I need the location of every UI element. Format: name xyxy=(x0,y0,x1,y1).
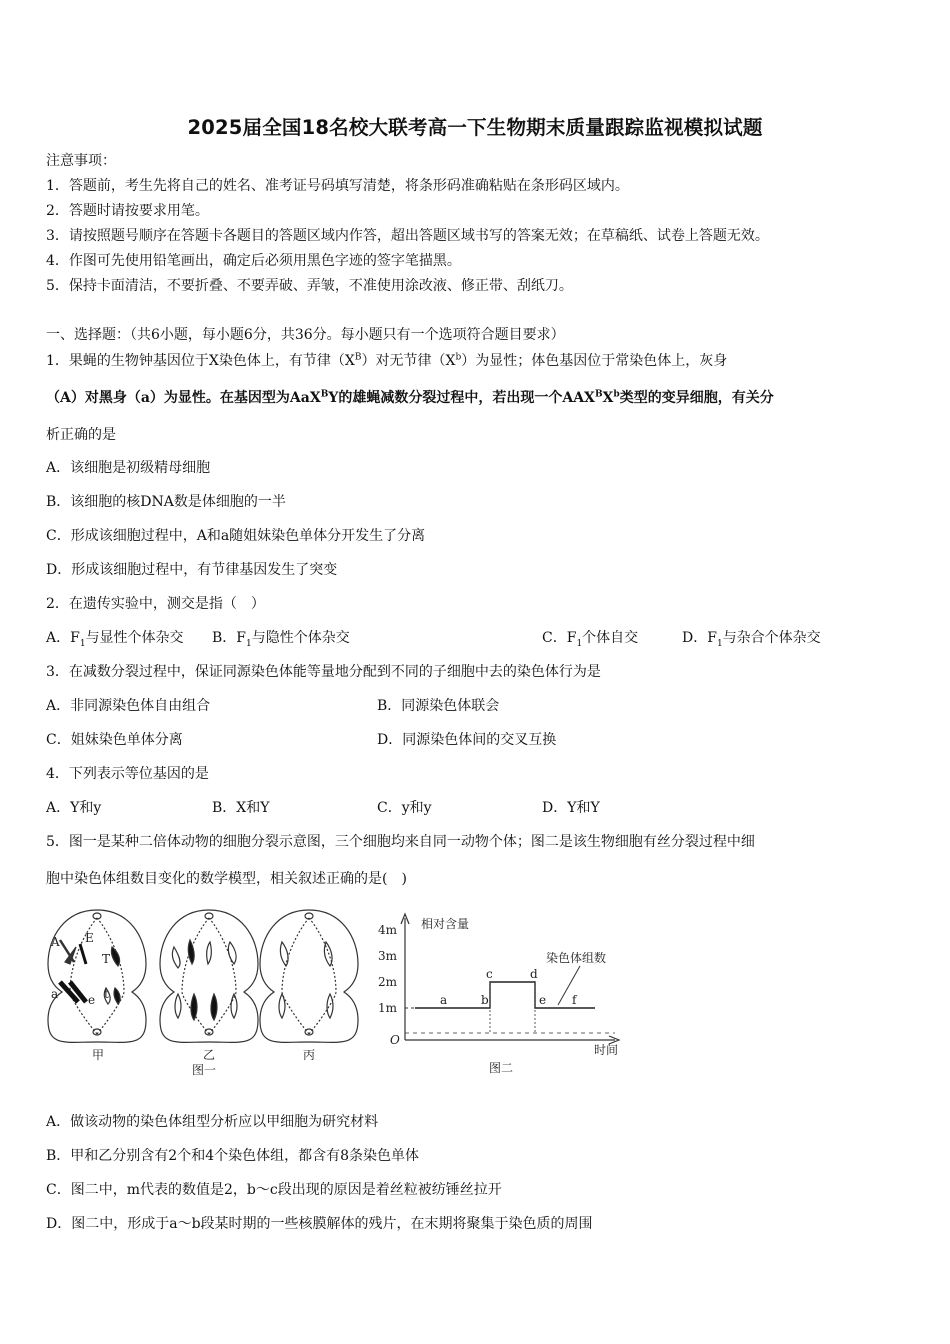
q3-stem xyxy=(46,662,601,682)
opt-text: C．F xyxy=(542,630,577,646)
mark-t: t xyxy=(104,987,109,1001)
point-d: d xyxy=(530,967,538,981)
q1-text: 类型的变异细胞，有关分 xyxy=(619,390,774,406)
q2-option-d[interactable] xyxy=(682,628,821,648)
q4-text: 下列表示等位基因的是 xyxy=(68,766,209,782)
figure1-caption: 图一 xyxy=(192,1063,217,1077)
notice-item: 3．请按照题号顺序在答题卡各题目的答题区域内作答，超出答题区域书写的答案无效；在草稿纸、试卷上答题无效。 xyxy=(46,228,769,244)
mark-a: a xyxy=(51,987,59,1001)
q3-option-b[interactable]: B．同源染色体联会 xyxy=(377,698,500,714)
q1-text: Y的雄蝇减数分裂过程中，若出现一个AAX xyxy=(328,390,595,406)
q3-option-d[interactable]: D．同源染色体间的交叉互换 xyxy=(377,732,557,748)
series-label: 染色体组数 xyxy=(546,951,607,965)
mark-E: E xyxy=(85,931,94,945)
opt-sub: 1 xyxy=(246,638,252,649)
cell-label-jia: 甲 xyxy=(92,1048,105,1062)
opt-text: 个体自交 xyxy=(582,630,639,646)
opt-sub: 1 xyxy=(716,638,723,649)
opt-sub: 1 xyxy=(79,638,86,649)
y-axis-label: 相对含量 xyxy=(421,917,470,931)
origin-label: O xyxy=(390,1033,400,1047)
q1-text: ）对无节律（X xyxy=(361,353,456,369)
q2-number: 2． xyxy=(46,596,69,612)
exam-title: 2025届全国18名校大联考高一下生物期末质量跟踪监视模拟试题 xyxy=(187,116,763,139)
q5-option-a[interactable]: A．做该动物的染色体组型分析应以甲细胞为研究材料 xyxy=(46,1114,379,1130)
q5-option-b[interactable]: B．甲和乙分别含有2个和4个染色体组，都含有8条染色单体 xyxy=(46,1148,420,1164)
figure2-caption: 图二 xyxy=(489,1061,514,1075)
mark-T: T xyxy=(102,952,111,966)
point-b: b xyxy=(481,993,489,1007)
q1-stem-line1 xyxy=(46,351,727,371)
q1-option-c[interactable]: C．形成该细胞过程中，A和a随姐妹染色单体分开发生了分离 xyxy=(46,528,426,544)
figure2 xyxy=(378,914,619,1075)
q4-option-c[interactable]: C．y和y xyxy=(377,800,432,816)
q4-option-a[interactable]: A．Y和y xyxy=(46,800,102,816)
opt-text: D．F xyxy=(682,630,717,646)
notice-item: 1．答题前，考生先将自己的姓名、准考证号码填写清楚，将条形码准确粘贴在条形码区域内。 xyxy=(46,178,629,194)
q5-stem-line1 xyxy=(46,832,755,852)
q4-stem xyxy=(46,764,209,784)
mark-e: e xyxy=(88,993,96,1007)
cell-bing xyxy=(260,910,358,1042)
point-c: c xyxy=(486,967,493,981)
q1-text: X xyxy=(602,390,614,406)
y-tick-4m: 4m xyxy=(378,923,398,937)
x-axis-label: 时间 xyxy=(594,1043,619,1057)
opt-sub: 1 xyxy=(576,638,583,649)
q1-stem-line2 xyxy=(46,388,774,408)
q1-sup: b xyxy=(455,352,462,363)
q5-figures xyxy=(40,902,640,1087)
q1-sup: B xyxy=(354,352,362,363)
notice-item: 2．答题时请按要求用笔。 xyxy=(46,203,209,219)
q1-option-a[interactable]: A．该细胞是初级精母细胞 xyxy=(46,460,211,476)
y-tick-1m: 1m xyxy=(378,1001,398,1015)
q2-text: 在遗传实验中，测交是指（ ） xyxy=(68,596,265,612)
opt-text: 与隐性个体杂交 xyxy=(251,630,350,646)
q1-sup: B xyxy=(594,389,603,400)
q2-option-b[interactable] xyxy=(212,628,350,648)
q2-option-a[interactable] xyxy=(46,628,184,648)
q5-option-d[interactable]: D．图二中，形成于a～b段某时期的一些核膜解体的残片，在末期将聚集于染色质的周围 xyxy=(46,1216,593,1232)
q1-text: ）为显性；体色基因位于常染色体上，灰身 xyxy=(461,353,728,369)
notice-item: 5．保持卡面清洁，不要折叠、不要弄破、弄皱，不准使用涂改液、修正带、刮纸刀。 xyxy=(46,278,573,294)
q2-option-c[interactable] xyxy=(542,628,638,648)
q5-stem-line2: 胞中染色体组数目变化的数学模型，相关叙述正确的是( ) xyxy=(46,871,407,887)
cell-jia xyxy=(48,910,146,1042)
notice-heading: 注意事项： xyxy=(46,153,116,169)
y-tick-3m: 3m xyxy=(378,949,398,963)
q1-number: 1． xyxy=(46,353,69,369)
q1-text: 果蝇的生物钟基因位于X染色体上，有节律（X xyxy=(68,353,355,369)
mark-A: A xyxy=(51,935,60,949)
point-f: f xyxy=(572,993,577,1007)
legend-leader xyxy=(558,966,580,1005)
cell-label-yi: 乙 xyxy=(203,1048,216,1062)
cell-label-bing: 丙 xyxy=(303,1048,316,1062)
q3-number: 3． xyxy=(46,664,69,680)
q5-text: 图一是某种二倍体动物的细胞分裂示意图，三个细胞均来自同一动物个体；图二是该生物细胞有丝分裂过程中细 xyxy=(68,834,755,850)
q1-sup: B xyxy=(320,389,329,400)
q1-option-d[interactable]: D．形成该细胞过程中，有节律基因发生了突变 xyxy=(46,562,338,578)
cell-yi xyxy=(160,910,258,1042)
y-tick-2m: 2m xyxy=(378,975,398,989)
notice-item: 4．作图可先使用铅笔画出，确定后必须用黑色字迹的签字笔描黑。 xyxy=(46,253,461,269)
q3-option-a[interactable]: A．非同源染色体自由组合 xyxy=(46,698,211,714)
q5-option-c[interactable]: C．图二中，m代表的数值是2，b～c段出现的原因是着丝粒被纺锤丝拉开 xyxy=(46,1182,502,1198)
q2-stem xyxy=(46,594,265,614)
section-heading: 一、选择题：（共6小题，每小题6分，共36分。每小题只有一个选项符合题目要求） xyxy=(46,327,565,343)
q3-text: 在减数分裂过程中，保证同源染色体能等量地分配到不同的子细胞中去的染色体行为是 xyxy=(68,664,601,680)
q3-option-c[interactable]: C．姐妹染色单体分离 xyxy=(46,732,183,748)
q5-number: 5． xyxy=(46,834,69,850)
q4-option-d[interactable]: D．Y和Y xyxy=(542,800,600,816)
point-e: e xyxy=(539,993,547,1007)
opt-text: 与显性个体杂交 xyxy=(85,630,184,646)
q1-option-b[interactable]: B．该细胞的核DNA数是体细胞的一半 xyxy=(46,494,286,510)
q1-stem-line3: 析正确的是 xyxy=(46,427,116,443)
figure1 xyxy=(48,910,358,1042)
opt-text: 与杂合个体杂交 xyxy=(722,630,821,646)
point-a: a xyxy=(440,993,448,1007)
opt-text: A．F xyxy=(46,630,80,646)
q4-number: 4． xyxy=(46,766,69,782)
q1-text: （A）对黑身（a）为显性。在基因型为AaX xyxy=(46,390,321,406)
q1-sup: b xyxy=(613,389,620,400)
opt-text: B．F xyxy=(212,630,247,646)
q4-option-b[interactable]: B．X和Y xyxy=(212,800,270,816)
